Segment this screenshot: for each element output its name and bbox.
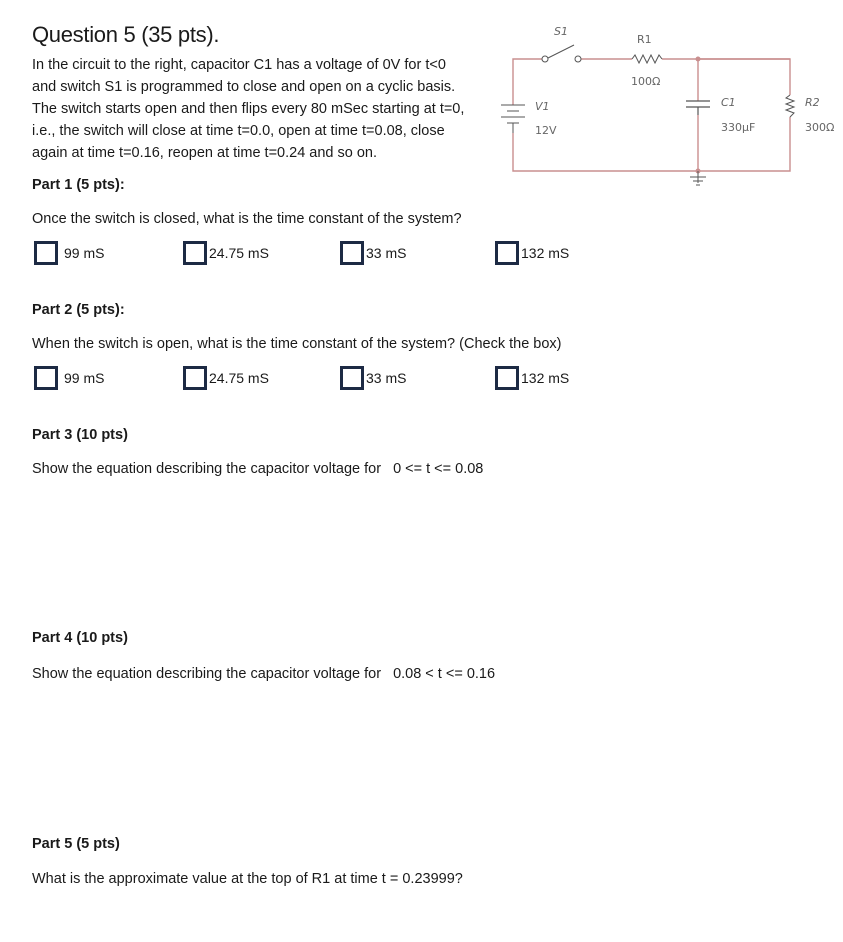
checkbox[interactable]	[495, 241, 519, 265]
r1-label: R1	[637, 33, 652, 46]
r1-value: 100Ω	[631, 75, 661, 88]
part4-prompt	[32, 666, 495, 682]
checkbox[interactable]	[183, 241, 207, 265]
part1-question: Once the switch is closed, what is the time constant of the system?	[32, 211, 462, 227]
part3-prompt	[32, 461, 483, 477]
part4-heading: Part 4 (10 pts)	[32, 630, 128, 646]
part4-prompt-text: Show the equation describing the capacitor voltage for	[32, 666, 382, 682]
circuit-diagram	[490, 15, 840, 200]
part3-range: 0 <= t <= 0.08	[393, 461, 484, 477]
intro-line: The switch starts open and then flips every 80 mSec starting at t=0,	[32, 101, 465, 117]
part1-option-3[interactable]	[340, 241, 406, 265]
intro-line: again at time t=0.16, reopen at time t=0.24 and so on.	[32, 145, 378, 161]
part2-question: When the switch is open, what is the time constant of the system? (Check the box)	[32, 336, 562, 352]
option-label: 33 mS	[366, 245, 407, 261]
intro-line: and switch S1 is programmed to close and open on a cyclic basis.	[32, 79, 456, 95]
part2-option-3[interactable]	[340, 366, 406, 390]
question-title: Question 5 (35 pts).	[32, 22, 220, 47]
switch-s1-symbol	[542, 45, 581, 62]
intro-line: In the circuit to the right, capacitor C1 has a voltage of 0V for t<0	[32, 57, 446, 73]
checkbox[interactable]	[183, 366, 207, 390]
part1-option-2[interactable]	[183, 241, 269, 265]
part1-option-1[interactable]	[34, 241, 104, 265]
part2-heading: Part 2 (5 pts):	[32, 302, 125, 318]
part4-range: 0.08 < t <= 0.16	[393, 666, 496, 682]
v1-label: V1	[535, 100, 550, 113]
part3-prompt-text: Show the equation describing the capacitor voltage for	[32, 461, 382, 477]
option-label: 99 mS	[64, 245, 105, 261]
r2-label: R2	[805, 96, 820, 109]
part1-heading: Part 1 (5 pts):	[32, 177, 125, 193]
resistor-r1-symbol	[632, 55, 662, 63]
battery-v1-symbol	[501, 105, 525, 133]
option-label: 132 mS	[521, 370, 570, 386]
part5-question: What is the approximate value at the top of R1 at time t = 0.23999?	[32, 871, 463, 887]
option-label: 24.75 mS	[209, 370, 269, 386]
node-dot	[696, 57, 701, 62]
ground-symbol	[690, 171, 706, 185]
option-label: 33 mS	[366, 370, 407, 386]
r2-value: 300Ω	[805, 121, 835, 134]
part1-option-4[interactable]	[495, 241, 569, 265]
part2-option-4[interactable]	[495, 366, 569, 390]
resistor-r2-symbol	[786, 95, 794, 117]
c1-value: 330µF	[721, 121, 756, 134]
option-label: 24.75 mS	[209, 245, 269, 261]
option-label: 99 mS	[64, 370, 105, 386]
checkbox[interactable]	[340, 366, 364, 390]
checkbox[interactable]	[340, 241, 364, 265]
part2-option-1[interactable]	[34, 366, 104, 390]
s1-label: S1	[554, 25, 568, 38]
part5-heading: Part 5 (5 pts)	[32, 836, 120, 852]
v1-value: 12V	[535, 124, 557, 137]
checkbox[interactable]	[34, 366, 58, 390]
capacitor-c1-symbol	[686, 101, 710, 115]
question-intro	[32, 54, 464, 164]
intro-line: i.e., the switch will close at time t=0.0, open at time t=0.08, close	[32, 123, 445, 139]
option-label: 132 mS	[521, 245, 570, 261]
checkbox[interactable]	[34, 241, 58, 265]
part2-option-2[interactable]	[183, 366, 269, 390]
c1-label: C1	[721, 96, 736, 109]
checkbox[interactable]	[495, 366, 519, 390]
part3-heading: Part 3 (10 pts)	[32, 427, 128, 443]
